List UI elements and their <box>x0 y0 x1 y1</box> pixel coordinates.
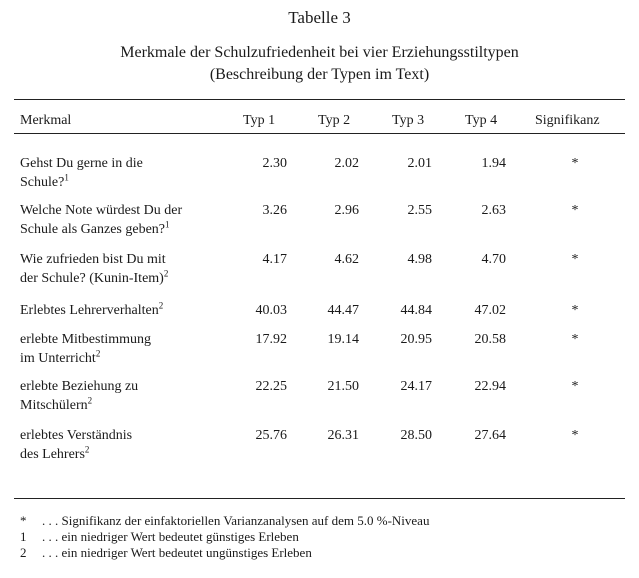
table-title: Tabelle 3 <box>288 8 351 27</box>
cell-typ4: 20.58 <box>474 332 506 347</box>
row-label-line1: erlebte Beziehung zu <box>20 379 139 394</box>
footnote-mark: 2 <box>20 545 27 560</box>
cell-typ2: 44.47 <box>327 303 359 318</box>
cell-signifikanz: * <box>571 252 579 267</box>
footnote-text: . . . ein niedriger Wert bedeutet ungünstiges Erleben <box>42 545 312 560</box>
row-label-line2 <box>20 396 92 416</box>
cell-signifikanz: * <box>571 332 579 347</box>
cell-signifikanz: * <box>571 379 579 394</box>
row-label-text: Mitschülern <box>20 398 88 413</box>
row-label-line2 <box>20 445 89 465</box>
cell-signifikanz: * <box>571 156 579 171</box>
cell-typ2: 26.31 <box>327 428 359 443</box>
row-label-line1 <box>20 301 163 321</box>
cell-typ3: 4.98 <box>407 252 432 267</box>
row-label-line1: erlebtes Verständnis <box>20 428 133 443</box>
table-subtitle-line1: Merkmale der Schulzufriedenheit bei vier Erziehungsstiltypen <box>120 44 519 61</box>
row-label-text: Schule als Ganzes geben? <box>20 222 165 237</box>
cell-typ3: 20.95 <box>400 332 432 347</box>
cell-typ4: 2.63 <box>481 203 506 218</box>
cell-typ1: 17.92 <box>255 332 287 347</box>
row-label-text: im Unterricht <box>20 351 96 366</box>
footnote-ref: 2 <box>84 444 90 455</box>
footnote-ref: 2 <box>95 348 101 359</box>
cell-typ4: 1.94 <box>481 156 506 171</box>
cell-typ4: 22.94 <box>474 379 506 394</box>
cell-typ3: 2.55 <box>407 203 432 218</box>
header-typ4: Typ 4 <box>465 113 498 128</box>
row-label-line1: Gehst Du gerne in die <box>20 156 143 171</box>
footnote-ref: 2 <box>163 268 169 279</box>
header-rule <box>14 133 625 134</box>
footnote-ref: 1 <box>64 172 69 183</box>
cell-typ4: 27.64 <box>474 428 506 443</box>
cell-signifikanz: * <box>571 303 579 318</box>
cell-typ4: 47.02 <box>474 303 506 318</box>
cell-typ2: 19.14 <box>327 332 359 347</box>
row-label-line2 <box>20 220 170 240</box>
cell-typ1: 2.30 <box>262 156 287 171</box>
header-typ2: Typ 2 <box>318 113 351 128</box>
row-label-text: Erlebtes Lehrerverhalten <box>20 303 159 318</box>
header-signifikanz: Signifikanz <box>535 113 600 128</box>
footnote-mark: 1 <box>20 529 27 544</box>
row-label-line2 <box>20 173 69 193</box>
cell-typ3: 24.17 <box>400 379 432 394</box>
footnote-ref: 1 <box>165 219 170 230</box>
cell-typ1: 3.26 <box>262 203 287 218</box>
row-label-text: des Lehrers <box>20 447 85 462</box>
top-rule <box>14 99 625 100</box>
cell-typ1: 40.03 <box>255 303 287 318</box>
cell-typ2: 2.96 <box>334 203 359 218</box>
cell-signifikanz: * <box>571 428 579 443</box>
footnote-text: . . . ein niedriger Wert bedeutet günstiges Erleben <box>42 529 299 544</box>
row-label-text: der Schule? (Kunin-Item) <box>20 271 164 286</box>
cell-typ1: 22.25 <box>255 379 287 394</box>
footnote-mark: * <box>20 513 27 528</box>
bottom-rule <box>14 498 625 499</box>
cell-typ3: 28.50 <box>400 428 432 443</box>
footnote-text: . . . Signifikanz der einfaktoriellen Varianzanalysen auf dem 5.0 %-Niveau <box>42 513 430 528</box>
row-label-line2 <box>20 349 100 369</box>
cell-typ2: 2.02 <box>334 156 359 171</box>
table-subtitle-line2: (Beschreibung der Typen im Text) <box>209 66 430 83</box>
footnote-ref: 2 <box>158 300 164 311</box>
cell-typ1: 25.76 <box>255 428 287 443</box>
cell-typ3: 2.01 <box>407 156 432 171</box>
row-label-line1: erlebte Mitbestimmung <box>20 332 152 347</box>
row-label-line2 <box>20 269 168 289</box>
footnote <box>20 545 312 561</box>
cell-typ1: 4.17 <box>262 252 287 267</box>
row-label-text: Schule? <box>20 175 65 190</box>
cell-signifikanz: * <box>571 203 579 218</box>
footnote <box>20 513 429 529</box>
header-typ3: Typ 3 <box>392 113 425 128</box>
footnote <box>20 529 299 545</box>
header-merkmal: Merkmal <box>20 113 72 128</box>
header-typ1: Typ 1 <box>243 113 276 128</box>
cell-typ2: 21.50 <box>327 379 359 394</box>
footnote-ref: 2 <box>87 395 93 406</box>
row-label-line1: Wie zufrieden bist Du mit <box>20 252 166 267</box>
cell-typ2: 4.62 <box>334 252 359 267</box>
cell-typ3: 44.84 <box>400 303 432 318</box>
row-label-line1: Welche Note würdest Du der <box>20 203 183 218</box>
cell-typ4: 4.70 <box>481 252 506 267</box>
